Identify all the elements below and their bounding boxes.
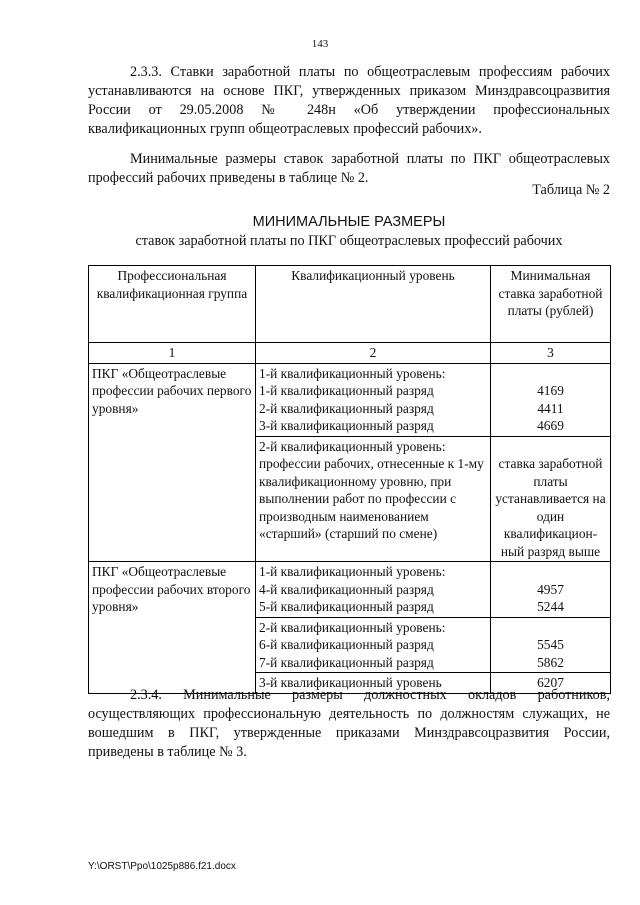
rate-cell: [491, 436, 611, 562]
level-line: 7-й квалификационный разряд: [259, 654, 434, 670]
level-line: 4-й квалификационный разряд: [259, 581, 434, 597]
table-label: Таблица № 2: [532, 182, 610, 198]
level-line: 3-й квалификационный уровень: [259, 675, 442, 690]
level-line: 5-й квалификационный разряд: [259, 599, 434, 614]
level-line: 6-й квалификационный разряд: [259, 637, 434, 652]
level-cell: [256, 436, 491, 562]
rate-value: [494, 619, 607, 637]
rate-note: ставка заработной платы устанавливается на один квалификацион-ный разряд выше: [495, 456, 606, 559]
rate-value: 5545: [537, 637, 564, 652]
level-cell: [256, 562, 491, 618]
table-subtitle: ставок заработной платы по ПКГ общеотраслевых профессий рабочих: [135, 233, 563, 249]
level-line: 1-й квалификационный уровень:: [259, 365, 446, 381]
rate-value: 4957: [537, 581, 564, 597]
column-number: 3: [491, 343, 611, 364]
paragraph-2-3-4: 2.3.4. Минимальные размеры должностных окладов работников, осуществляющих профессиональную деятельность по должностям служащих, не вошедшим в ПКГ, утвержденные приказами Минздравсоцразвития России, приведены в таблице № 3.: [88, 687, 610, 760]
rate-cell: [491, 562, 611, 618]
level-line: 2-й квалификационный разряд: [259, 400, 434, 416]
paragraph-table-reference: Минимальные размеры ставок заработной платы по ПКГ общеотраслевых профессий рабочих приведены в таблице № 2.: [88, 151, 610, 186]
rate-value: [494, 365, 607, 383]
level-line: 3-й квалификационный разряд: [259, 418, 434, 433]
file-path-footer: Y:\ORST\Ppo\1025p886.f21.docx: [88, 861, 236, 872]
rate-spacer: [494, 438, 607, 456]
rate-value: 4169: [537, 383, 564, 398]
table-title: МИНИМАЛЬНЫЕ РАЗМЕРЫ: [252, 214, 446, 230]
header-level: Квалификационный уровень: [256, 266, 491, 343]
page-number: 143: [311, 38, 329, 50]
level-line: 2-й квалификационный уровень:: [259, 438, 446, 454]
column-number: 1: [89, 343, 256, 364]
rate-value: 4669: [537, 418, 564, 433]
level-line: 1-й квалификационный разряд: [259, 383, 434, 398]
rate-value: 5862: [537, 654, 564, 670]
rates-table: [88, 265, 611, 694]
rate-value: 4411: [537, 400, 564, 416]
level-line: 2-й квалификационный уровень:: [259, 619, 446, 635]
header-group: Профессиональная квалификационная группа: [89, 266, 256, 343]
group-name-cell: ПКГ «Общеотраслевые профессии рабочих второго уровня»: [89, 562, 256, 694]
level-cell: [256, 617, 491, 673]
table-row: [89, 562, 611, 618]
column-number-row: [89, 343, 611, 364]
column-number: 2: [256, 343, 491, 364]
rate-cell: [491, 617, 611, 673]
rate-value: [494, 563, 607, 581]
paragraph-2-3-3: 2.3.3. Ставки заработной платы по общеотраслевым профессиям рабочих устанавливаются на основе ПКГ, утвержденных приказом Минздравсоцразвития России от 29.05.2008 № 248н «Об утверждении профессиональных квалификационных групп общеотраслевых профессий рабочих».: [88, 64, 610, 137]
level-cell: [256, 363, 491, 436]
header-rate: Минимальная ставка заработной платы (рублей): [491, 266, 611, 343]
table-row: [89, 363, 611, 436]
group-name-cell: ПКГ «Общеотраслевые профессии рабочих первого уровня»: [89, 363, 256, 562]
level-line: 1-й квалификационный уровень:: [259, 564, 446, 579]
rate-value: 5244: [537, 599, 564, 614]
rate-cell: [491, 363, 611, 436]
rate-value: 6207: [537, 675, 564, 690]
table-header-row: [89, 266, 611, 343]
level-line: профессии рабочих, отнесенные к 1-му квалификационному уровню, при выполнении работ по профессии с производным наименованием «старший» (старший по смене): [259, 456, 484, 541]
